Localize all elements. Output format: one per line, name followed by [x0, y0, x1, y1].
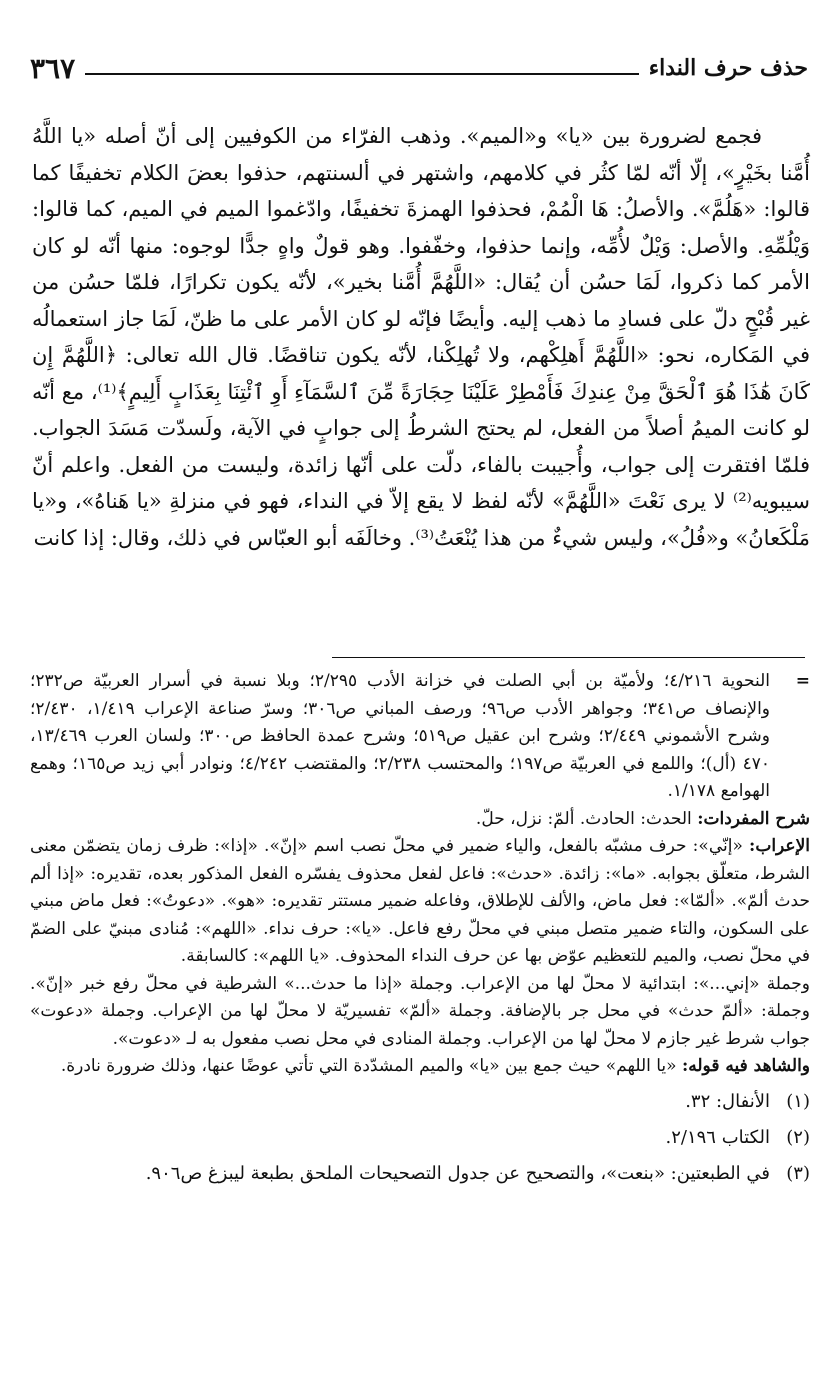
witness-section — [30, 1053, 810, 1081]
header-rule — [85, 73, 639, 75]
main-text — [32, 118, 810, 556]
vocab-explanation — [30, 806, 810, 834]
irab-section — [30, 833, 810, 971]
continuation-text: النحوية ٤/٢١٦؛ ولأميّة بن أبي الصلت في خزانة الأدب ٢/٢٩٥؛ وبلا نسبة في أسرار العربيّة ص٢٣٢؛ والإنصاف ص٣٤١؛ وجواهر الأدب ص٩٦؛ ورصف المباني ص٣٠٦؛ وسرّ صناعة الإعراب ١/٤١٩، ٢/٤٣٠؛ وشرح الأشموني ٢/٤٤٩؛ وشرح ابن عقيل ص٥١٩؛ وشرح عمدة الحافظ ص٣٠٠؛ ولسان العرب ١٣/٤٦٩، ٤٧٠ (أل)؛ واللمع في العربيّة ص١٩٧؛ والمحتسب ٢/٢٣٨؛ والمقتضب ٤/٢٤٢؛ ونوادر أبي زيد ص١٦٥؛ وهمع الهوامع ١/١٧٨. — [30, 671, 771, 801]
page-number: ٣٦٧ — [30, 51, 76, 85]
footnote-number: (١) — [786, 1090, 810, 1112]
footnote-text: الكتاب ٢/١٩٦. — [665, 1126, 770, 1148]
main-paragraph: فجمع لضرورة بين «يا» و«الميم». وذهب الفرّاء من الكوفيين إلى أنّ أصله «يا اللَّهُ أُمَّنا بخَيْرٍ»، إلّا أنّه لمّا كثُر في كلامهم، واشتهر في ألسنتهم، حذفوا بعضَ الكلام تخفيفًا كما قالوا: «هَلُمَّ». والأصلُ: هَا الْمُمْ، فحذفوا الهمزةَ تخفيفًا، وادّغموا الميم في الميم، كما قالوا: وَيْلُمِّهِ. والأصل: وَيْلٌ لأُمِّه، وإنما حذفوا، وخفّفوا. وهو قولٌ واهٍ جدًّا لوجوه: منها أنّه لو كان الأمر كما ذكروا، لَمَا حسُن أن يُقال: «اللَّهُمَّ أُمَّنا بخير»، لأنّه يكون تكرارًا، فلمّا حسُن من غير قُبْحٍ دلّ على فسادِ ما ذهب إليه. وأيضًا فإنّه لو كان الأمر على ما ظنّ، لَمَا جاز استعمالُه في المَكاره، نحو: «اللَّهُمَّ أَهلِكْهم، ولا تُهلِكْنا، لأنّه يكون تناقضًا. قال الله تعالى: ﴿اللَّهُمَّ إِن كَانَ هَٰذَا هُوَ ٱلْحَقَّ مِنْ عِندِكَ فَأَمْطِرْ عَلَيْنَا حِجَارَةً مِّنَ ٱلسَّمَآءِ أَوِ ٱئْتِنَا بِعَذَابٍ أَلِيمٍ﴾⁽¹⁾، مع أنّه لو كانت الميمُ أصلاً من الفعل، لم يحتج الشرطُ إلى جوابٍ في الآية، ولَسدّت مَسَدَ الجواب. فلمّا افتقرت إلى جواب، وأُجيبت بالفاء، دلّت على أنّها زائدة، وليست من الفعل. واعلم أنّ سيبويه⁽²⁾ لا يرى نَعْتَ «اللَّهُمَّ» لأنّه لفظ لا يقع إلاّ في النداء، فهو في منزلةِ «يا هَناهُ»، و«يا مَلْكَعانُ» و«فُلُ»، وليس شيءٌ من هذا يُنْعَتُ⁽³⁾. وخالَفَه أبو العبّاس في ذلك، وقال: إذا كانت — [32, 124, 811, 550]
witness-text: «يا اللهم» حيث جمع بين «يا» والميم المشدّدة التي تأتي عوضًا عنها، وذلك ضرورة نادرة. — [60, 1056, 682, 1076]
irab-text: «إنّي»: حرف مشبّه بالفعل، والياء ضمير في محلّ نصب اسم «إنّ». «إذا»: ظرف زمان يتضمّن معنى الشرط، متعلّق بجوابه. «ما»: زائدة. «حدث»: فاعل لفعل محذوف يفسّره الفعل المذكور بعده، تقديره: «إذا ألم حدث ألمّ». «ألمّا»: فعل ماض، والألف للإطلاق، وفاعله ضمير مستتر تقديره: «هو». «دعوتُ»: فعل ماض مبني على السكون، والتاء ضمير متصل مبني في محلّ رفع فاعل. «يا»: حرف نداء. «اللهم»: مُنادى مبنيّ على الضمّ في محلّ نصب، والميم للتعظيم عوّض بها عن حرف النداء المحذوف. «يا اللهم»: كالسابقة. — [30, 836, 810, 966]
witness-label: والشاهد فيه قوله: — [681, 1056, 810, 1076]
irab-label: الإعراب: — [749, 836, 810, 856]
sentences-section: وجملة «إني...»: ابتدائية لا محلّ لها من الإعراب. وجملة «إذا ما حدث...» الشرطية في محلّ رفع خبر «إنّ». وجملة: «ألمّ حدث» في محل جر بالإضافة. وجملة «ألمّ» تفسيريّة لا محلّ لها من الإعراب. وجملة «دعوت» جواب شرط غير جازم لا محلّ لها من الإعراب. وجملة المنادى في محل نصب مفعول به لـ «دعوت». — [30, 973, 810, 1049]
footnotes-section — [30, 668, 810, 1195]
footnote-text: في الطبعتين: «بنعت»، والتصحيح عن جدول التصحيحات الملحق بطبعة ليبزغ ص٩٠٦. — [145, 1162, 770, 1184]
footnote-number: (٢) — [786, 1126, 810, 1148]
continuation-marker: = — [795, 671, 810, 691]
footnote-item — [30, 1087, 810, 1117]
running-title: حذف حرف النداء — [648, 55, 808, 81]
vocab-text: الحدث: الحادث. ألمّ: نزل، حلّ. — [475, 808, 698, 829]
footnote-separator — [332, 657, 805, 658]
page-header — [30, 48, 808, 88]
vocab-label: شرح المفردات: — [697, 808, 810, 829]
footnote-continuation — [30, 668, 810, 806]
footnote-number: (٣) — [786, 1162, 810, 1184]
footnote-text: الأنفال: ٣٢. — [685, 1090, 770, 1112]
footnote-item — [30, 1159, 810, 1189]
footnote-item — [30, 1123, 810, 1153]
